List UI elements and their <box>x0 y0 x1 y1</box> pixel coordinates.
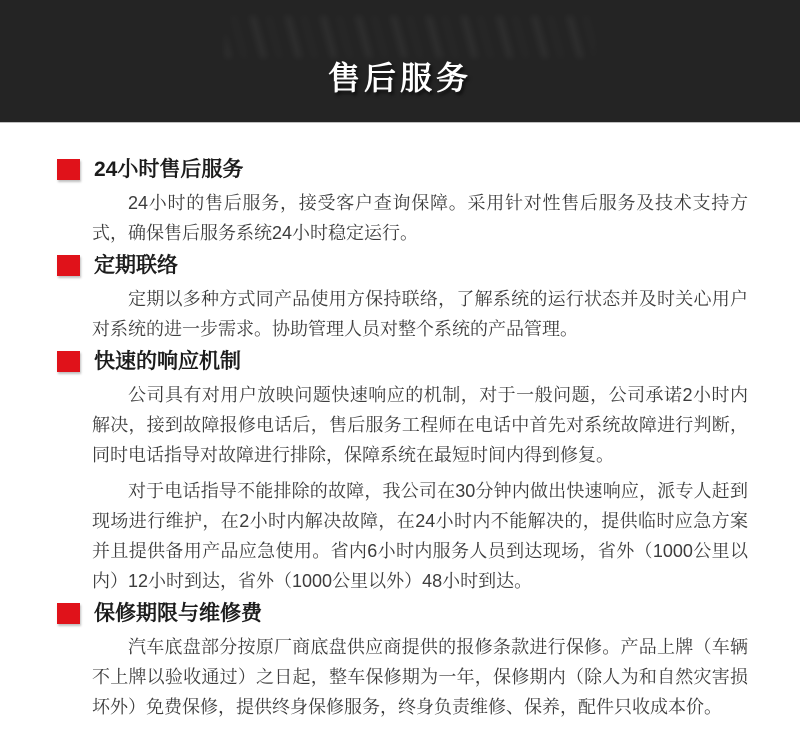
section-paragraph: 24小时的售后服务，接受客户查询保障。采用针对性售后服务及技术支持方式，确保售后服务系统24小时稳定运行。 <box>92 193 748 243</box>
section-24h-service <box>57 158 748 248</box>
red-square-bullet-icon <box>57 159 80 180</box>
red-square-bullet-icon <box>57 351 80 372</box>
page-title: 售后服务 <box>327 60 472 96</box>
section-heading: 保修期限与维修费 <box>94 602 262 625</box>
content-area <box>0 122 800 722</box>
section-header <box>57 602 748 626</box>
section-warranty <box>57 602 748 722</box>
section-paragraph: 对于电话指导不能排除的故障，我公司在30分钟内做出快速响应，派专人赶到现场进行维护，在2小时内解决故障，在24小时内不能解决的，提供临时应急方案并且提供备用产品应急使用。省内6小时内服务人员到达现场，省外（1000公里以内）12小时到达，省外（1000公里以外）48小时到达。 <box>92 481 748 591</box>
section-quick-response <box>57 350 748 596</box>
title-banner <box>0 0 800 122</box>
section-paragraph: 公司具有对用户放映问题快速响应的机制，对于一般问题，公司承诺2小时内解决，接到故障报修电话后，售后服务工程师在电话中首先对系统故障进行判断，同时电话指导对故障进行排除，保障系统在最短时间内得到修复。 <box>92 385 748 465</box>
red-square-bullet-icon <box>57 255 80 276</box>
section-header <box>57 158 748 182</box>
red-square-bullet-icon <box>57 603 80 624</box>
section-header <box>57 254 748 278</box>
section-paragraph: 定期以多种方式同产品使用方保持联络，了解系统的运行状态并及时关心用户对系统的进一步需求。协助管理人员对整个系统的产品管理。 <box>92 289 748 339</box>
section-heading: 24小时售后服务 <box>94 158 244 181</box>
watermark <box>225 16 595 58</box>
section-regular-contact <box>57 254 748 344</box>
section-heading: 快速的响应机制 <box>94 350 241 373</box>
section-heading: 定期联络 <box>94 254 178 277</box>
section-paragraph: 汽车底盘部分按原厂商底盘供应商提供的报修条款进行保修。产品上牌（车辆不上牌以验收通过）之日起，整车保修期为一年，保修期内（除人为和自然灾害损坏外）免费保修，提供终身保修服务，终身负责维修、保养，配件只收成本价。 <box>92 637 748 717</box>
section-header <box>57 350 748 374</box>
